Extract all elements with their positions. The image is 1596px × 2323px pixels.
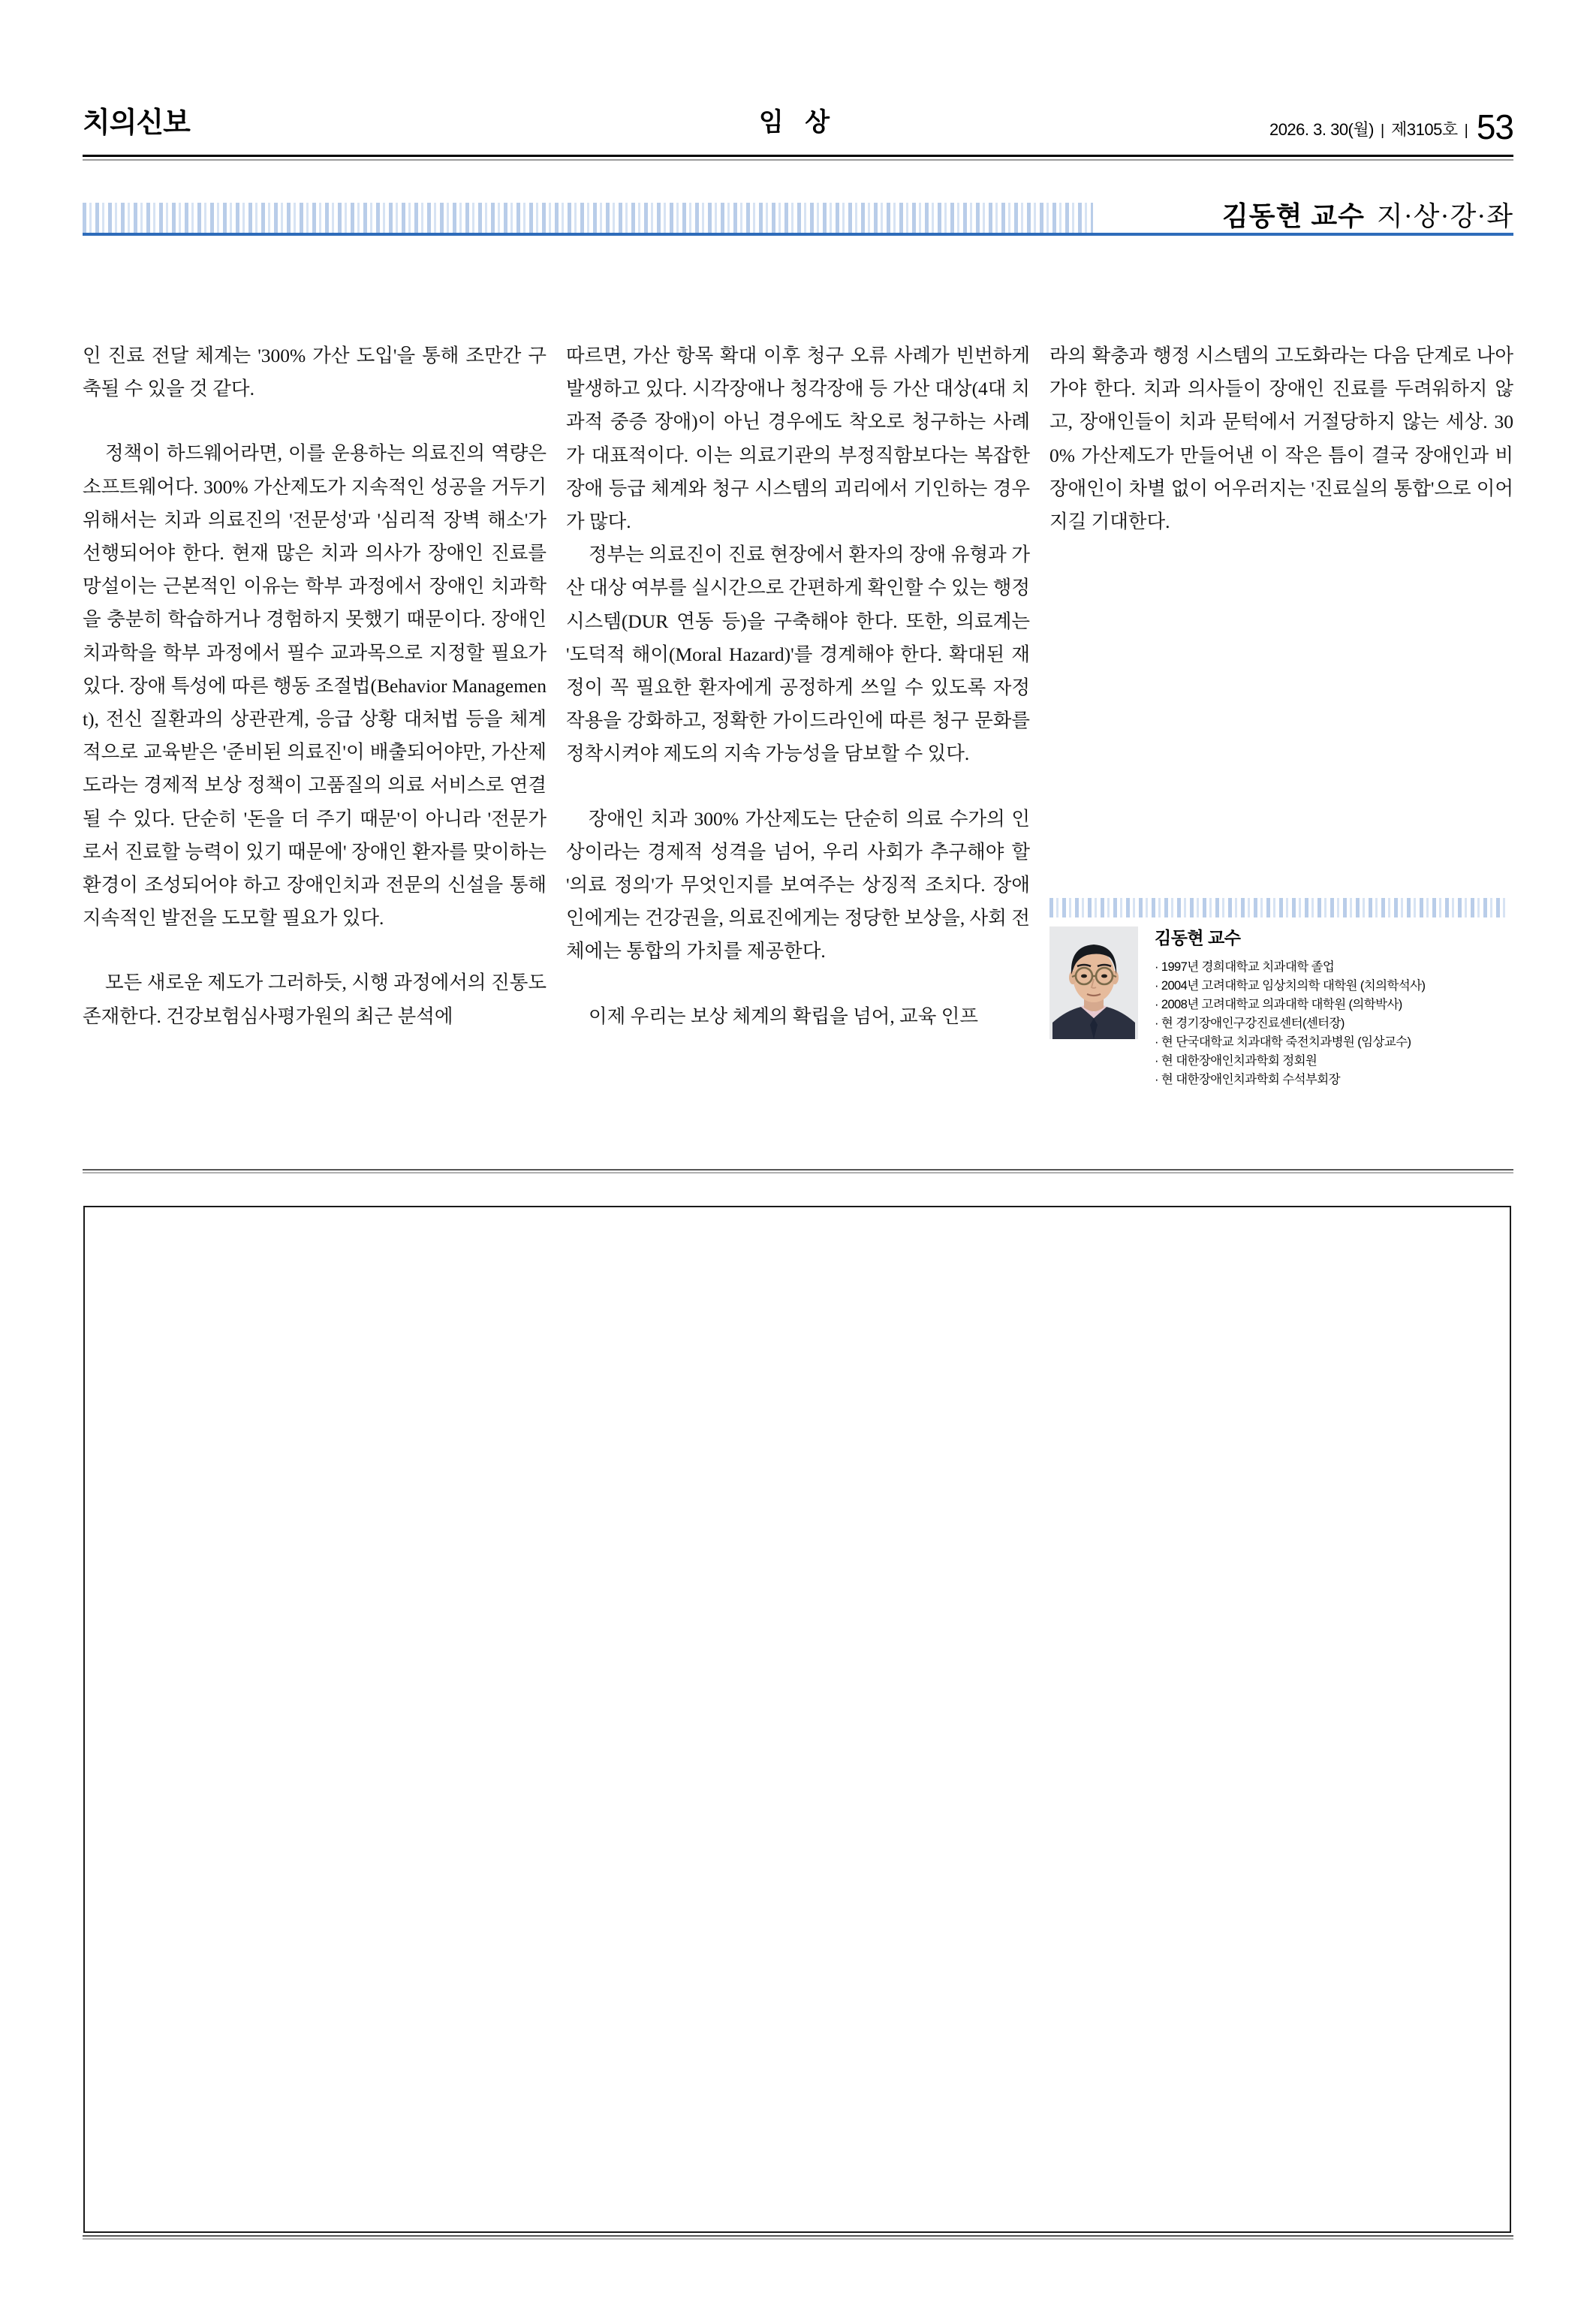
bio-body	[1049, 926, 1515, 1089]
bio-info	[1138, 926, 1515, 1089]
bio-credentials-list	[1155, 958, 1515, 1089]
issue-number: 제3105호	[1391, 120, 1458, 139]
section-title: 임 상	[758, 109, 838, 137]
paragraph: 인 진료 전달 체계는 '300% 가산 도입'을 통해 조만간 구축될 수 있을 것 같다.	[83, 345, 547, 400]
paragraph: 정부는 의료진이 진료 현장에서 환자의 장애 유형과 가산 대상 여부를 실시간으로 간편하게 확인할 수 있는 행정 시스템(DUR 연동 등)을 구축해야 한다. 또한, 의료계는 '도덕적 해이(Moral Hazard)'를 경계해야 한다. 확대된 재정이 꼭 필요한 환자에게 공정하게 쓰일 수 있도록 자정 작용을 강화하고, 정확한 가이드라인에 따른 청구 문화를 정착시켜야 제도의 지속 가능성을 담보할 수 있다.	[566, 544, 1030, 765]
issue-date: 2026. 3. 30(월)	[1269, 120, 1374, 139]
bio-credential-item: · 2008년 고려대학교 의과대학 대학원 (의학박사)	[1155, 996, 1515, 1014]
author-bio-box	[1049, 898, 1515, 1089]
author-portrait-photo	[1049, 926, 1138, 1039]
paragraph: 이제 우리는 보상 체계의 확립을 넘어, 교육 인프	[589, 1005, 979, 1027]
article-column-1	[83, 339, 547, 1033]
rule-gray	[83, 159, 1513, 161]
meta-separator-2: |	[1464, 122, 1468, 139]
bio-credential-item: · 현 경기장애인구강진료센터(센터장)	[1155, 1014, 1515, 1033]
page-number: 53	[1476, 107, 1513, 146]
paragraph: 정책이 하드웨어라면, 이를 운용하는 의료진의 역량은 소프트웨어다. 300% 가산제도가 지속적인 성공을 거두기 위해서는 치과 의료진의 '전문성'과 '심리적 장벽 해소'가 선행되어야 한다. 현재 많은 치과 의사가 장애인 진료를 망설이는 근본적인 이유는 학부 과정에서 장애인 치과학을 충분히 학습하거나 경험하지 못했기 때문이다. 장애인치과학을 학부 과정에서 필수 교과목으로 지정할 필요가 있다. 장애 특성에 따른 행동 조절법(Behavior Management), 전신 질환과의 상관관계, 응급 상황 대처법 등을 체계적으로 교육받은 '준비된 의료진'이 배출되어야만, 가산제도라는 경제적 보상 정책이 고품질의 의료 서비스로 연결될 수 있다. 단순히 '돈을 더 주기 때문'이 아니라 '전문가로서 진료할 능력이 있기 때문에' 장애인 환자를 맞이하는 환경이 조성되어야 하고 장애인치과 전문의 신설을 통해 지속적인 발전을 도모할 필요가 있다.	[83, 442, 547, 930]
masthead-rule	[83, 155, 1513, 161]
meta-separator-1: |	[1380, 122, 1385, 139]
bio-credential-item: · 현 대한장애인치과학회 정회원	[1155, 1052, 1515, 1071]
accent-underline	[83, 233, 1513, 236]
publication-title: 치의신보	[83, 107, 190, 139]
series-titlebar	[83, 197, 1513, 239]
portrait-illustration	[1049, 926, 1138, 1039]
bio-credential-item: · 2004년 고려대학교 임상치의학 대학원 (치의학석사)	[1155, 977, 1515, 996]
series-name: 지·상·강·좌	[1376, 201, 1513, 231]
bio-stripe-decoration	[1049, 898, 1509, 917]
masthead-meta	[1269, 107, 1513, 147]
bio-author-name: 김동현 교수	[1155, 928, 1241, 948]
series-titlebar-text	[1209, 201, 1513, 231]
rule-solid	[83, 1169, 1513, 1171]
paragraph: 장애인 치과 300% 가산제도는 단순히 의료 수가의 인상이라는 경제적 성격을 넘어, 우리 사회가 추구해야 할 '의료 정의'가 무엇인지를 보여주는 상징적 조치다. 장애인에게는 건강권을, 의료진에게는 정당한 보상을, 사회 전체에는 통합의 가치를 제공한다.	[566, 807, 1030, 963]
page-bottom-rule	[83, 2235, 1513, 2240]
rule-solid	[83, 155, 1513, 157]
series-author-name: 김동현 교수	[1222, 200, 1365, 231]
paragraph: 따르면, 가산 항목 확대 이후 청구 오류 사례가 빈번하게 발생하고 있다. 시각장애나 청각장애 등 가산 대상(4대 치과적 중증 장애)이 아닌 경우에도 착오로 청구하는 사례가 대표적이다. 이는 의료기관의 부정직함보다는 복잡한 장애 등급 체계와 청구 시스템의 괴리에서 기인하는 경우가 많다.	[566, 345, 1030, 533]
lower-content-frame	[83, 1206, 1511, 2233]
bio-credential-item: · 현 단국대학교 치과대학 죽전치과병원 (임상교수)	[1155, 1033, 1515, 1052]
article-column-3	[1049, 339, 1513, 538]
paragraph: 라의 확충과 행정 시스템의 고도화라는 다음 단계로 나아가야 한다. 치과 의사들이 장애인 진료를 두려워하지 않고, 장애인들이 치과 문턱에서 거절당하지 않는 세상. 300% 가산제도가 만들어낸 이 작은 틈이 결국 장애인과 비장애인이 차별 없이 어우러지는 '진료실의 통합'으로 이어지길 기대한다.	[1049, 345, 1513, 533]
rule-gray	[83, 2238, 1513, 2240]
masthead	[83, 105, 1513, 153]
stripe-pattern-decoration	[83, 203, 1093, 233]
section-divider-rule	[83, 1169, 1513, 1174]
bio-credential-item: · 현 대한장애인치과학회 수석부회장	[1155, 1071, 1515, 1089]
bio-credential-item: · 1997년 경희대학교 치과대학 졸업	[1155, 958, 1515, 977]
article-column-2	[566, 339, 1030, 1033]
rule-gray	[83, 1172, 1513, 1174]
rule-solid	[83, 2235, 1513, 2237]
paragraph: 모든 새로운 제도가 그러하듯, 시행 과정에서의 진통도 존재한다. 건강보험심사평가원의 최근 분석에	[83, 972, 547, 1027]
